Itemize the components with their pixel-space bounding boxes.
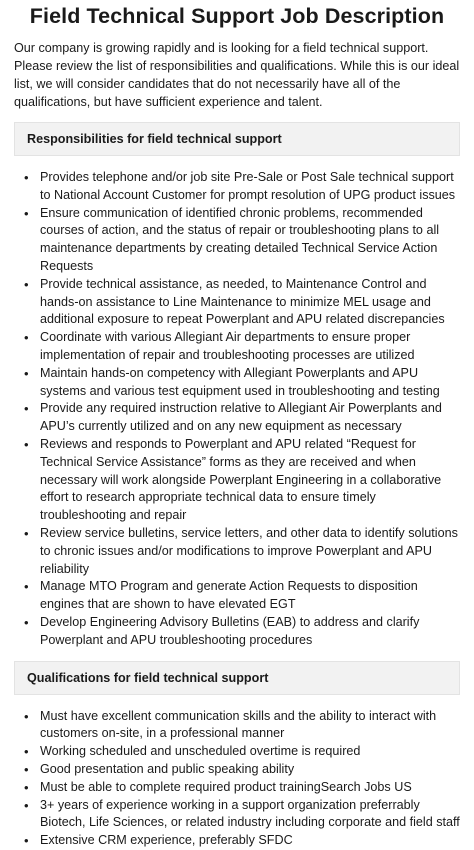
list-item: • Provides telephone and/or job site Pre-Sale or Post Sale technical support to National Account Customer for prompt resolution of UPG product issues	[14, 169, 460, 205]
list-item: • Maintain hands-on competency with Allegiant Powerplants and APU systems and various test equipment used in troubleshooting and testing	[14, 365, 460, 401]
list-item: • Manage MTO Program and generate Action Requests to disposition engines that are shown to have elevated EGT	[14, 578, 460, 614]
list-item: • Reviews and responds to Powerplant and APU related “Request for Technical Service Assistance” forms as they are received and when necessary will work alongside Powerplant Engineering in a collaborative effort to research appropriate technical data to ensure timely troubleshooting and repair	[14, 436, 460, 525]
responsibilities-list	[14, 169, 460, 650]
qualifications-header: Qualifications for field technical support	[14, 661, 460, 695]
list-item: • Ensure communication of identified chronic problems, recommended courses of action, and the status of repair or troubleshooting plans to all maintenance departments by creating detailed Technical Service Action Requests	[14, 205, 460, 276]
list-item: • 3+ years of experience working in a support organization preferrably Biotech, Life Sciences, or related industry including corporate and field staff	[14, 797, 460, 833]
intro-paragraph: Our company is growing rapidly and is looking for a field technical support. Please review the list of responsibilities and qualifications. While this is our ideal list, we will consider candidates that do not necessarily have all of the qualifications, but have sufficient experience and talent.	[14, 41, 460, 109]
list-item: • Must have excellent communication skills and the ability to interact with customers on-site, in a professional manner	[14, 708, 460, 744]
qualifications-list	[14, 708, 460, 850]
list-item: • Provide any required instruction relative to Allegiant Air Powerplants and APU’s currently utilized and on any new equipment as necessary	[14, 400, 460, 436]
list-item: • Extensive CRM experience, preferably SFDC	[14, 832, 460, 850]
page-title: Field Technical Support Job Description	[29, 4, 445, 28]
list-item: • Good presentation and public speaking ability	[14, 761, 460, 779]
list-item: • Develop Engineering Advisory Bulletins (EAB) to address and clarify Powerplant and APU troubleshooting procedures	[14, 614, 460, 650]
responsibilities-header: Responsibilities for field technical support	[14, 122, 460, 156]
list-item: • Must be able to complete required product trainingSearch Jobs US	[14, 779, 460, 797]
list-item: • Provide technical assistance, as needed, to Maintenance Control and hands-on assistance to Line Maintenance to minimize MEL usage and additional exposure to repeat Powerplant and APU related discrepancies	[14, 276, 460, 329]
list-item: • Review service bulletins, service letters, and other data to identify solutions to chronic issues and/or modifications to improve Powerplant and APU reliability	[14, 525, 460, 578]
list-item: • Coordinate with various Allegiant Air departments to ensure proper implementation of repair and troubleshooting processes are utilized	[14, 329, 460, 365]
list-item: • Working scheduled and unscheduled overtime is required	[14, 743, 460, 761]
